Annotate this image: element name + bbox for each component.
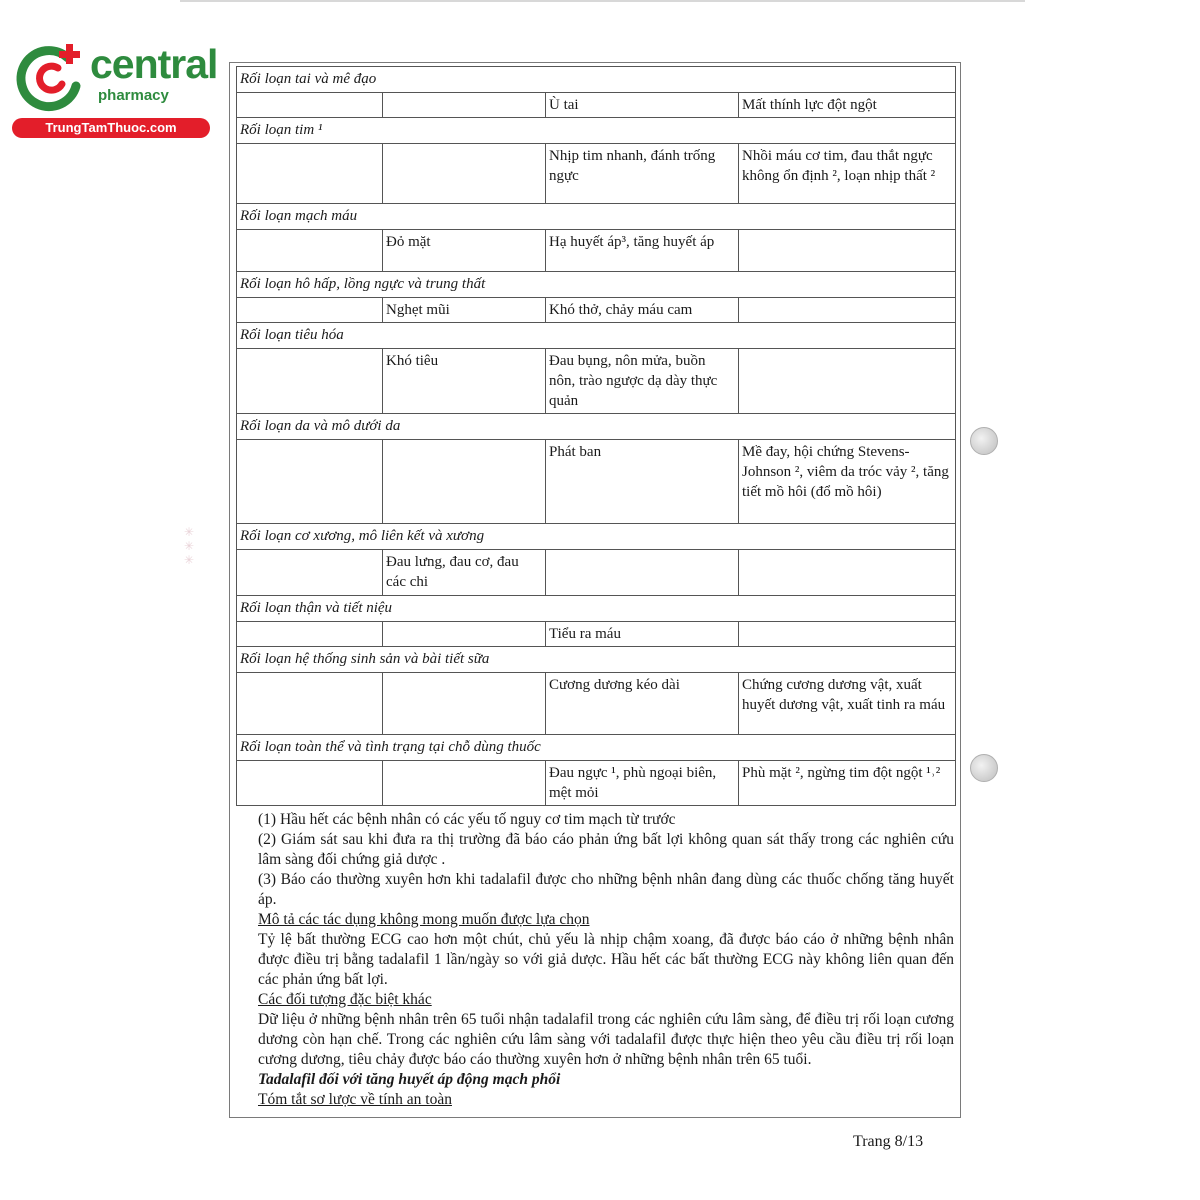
- category-label: Rối loạn tim ¹: [237, 118, 956, 144]
- adverse-effects-table: [236, 66, 956, 806]
- section-heading-special-populations: Các đối tượng đặc biệt khác: [258, 991, 432, 1008]
- category-label: Rối loạn mạch máu: [237, 204, 956, 230]
- table-row: [237, 550, 956, 596]
- table-row: [237, 349, 956, 414]
- category-label: Rối loạn da và mô dưới da: [237, 414, 956, 440]
- table-cell: Khó thở, chảy máu cam: [546, 298, 739, 323]
- table-cell: Đau ngực ¹, phù ngoại biên, mệt mỏi: [546, 761, 739, 806]
- table-cell: Hạ huyết áp³, tăng huyết áp: [546, 230, 739, 272]
- central-pharmacy-logo[interactable]: [10, 38, 218, 138]
- category-label: Rối loạn hô hấp, lồng ngực và trung thất: [237, 272, 956, 298]
- paragraph-ecg: Tỷ lệ bất thường ECG cao hơn một chút, chủ yếu là nhịp chậm xoang, đã được báo cáo ở những bệnh nhân được điều trị bằng tadalafil 1 lần/ngày so với giả dược. Hầu hết các bất thường ECG này không liên quan đến các phản ứng bất lợi.: [258, 931, 954, 988]
- table-cell: [383, 622, 546, 647]
- category-row: [237, 524, 956, 550]
- logo-subtitle: pharmacy: [98, 87, 169, 104]
- category-row: [237, 272, 956, 298]
- category-row: [237, 735, 956, 761]
- table-cell: [383, 144, 546, 204]
- category-row: [237, 414, 956, 440]
- category-row: [237, 647, 956, 673]
- binder-hole: [970, 754, 998, 782]
- table-cell: Tiểu ra máu: [546, 622, 739, 647]
- table-row: [237, 230, 956, 272]
- table-cell: [237, 144, 383, 204]
- table-cell: [237, 761, 383, 806]
- table-cell: Chứng cương dương vật, xuất huyết dương vật, xuất tinh ra máu: [739, 673, 956, 735]
- logo-url-badge[interactable]: TrungTamThuoc.com: [12, 118, 210, 138]
- table-cell: Khó tiêu: [383, 349, 546, 414]
- table-cell: [383, 93, 546, 118]
- table-cell: [383, 440, 546, 524]
- table-cell: Ù tai: [546, 93, 739, 118]
- category-row: [237, 323, 956, 349]
- category-row: [237, 596, 956, 622]
- table-cell: Mất thính lực đột ngột: [739, 93, 956, 118]
- page-number: Trang 8/13: [853, 1133, 924, 1150]
- faint-stamp-mark: ✳✳✳: [182, 525, 196, 567]
- table-cell: Phát ban: [546, 440, 739, 524]
- footnote-2: (2) Giám sát sau khi đưa ra thị trường đã báo cáo phản ứng bất lợi không quan sát thấy trong các nghiên cứu lâm sàng đối chứng giả dược .: [258, 831, 954, 868]
- table-cell: [739, 298, 956, 323]
- table-cell: Nhồi máu cơ tim, đau thắt ngực không ổn định ², loạn nhịp thất ²: [739, 144, 956, 204]
- table-cell: Đỏ mặt: [383, 230, 546, 272]
- table-cell: [383, 673, 546, 735]
- table-row: [237, 298, 956, 323]
- table-cell: [237, 550, 383, 596]
- section-heading-selected-effects: Mô tả các tác dụng không mong muốn được lựa chọn: [258, 911, 590, 928]
- category-row: [237, 118, 956, 144]
- table-cell: [237, 440, 383, 524]
- table-row: [237, 440, 956, 524]
- category-row: [237, 67, 956, 93]
- table-cell: [237, 349, 383, 414]
- notes-section: [258, 810, 954, 1110]
- paragraph-elderly: Dữ liệu ở những bệnh nhân trên 65 tuổi nhận tadalafil trong các nghiên cứu lâm sàng, để điều trị rối loạn cương dương còn hạn chế. Trong các nghiên cứu lâm sàng với tadalafil được thực hiện theo yêu cầu điều trị rối loạn cương dương, tiêu chảy được báo cáo thường xuyên hơn ở những bệnh nhân trên 65 tuổi.: [258, 1011, 954, 1068]
- footnote-1: (1) Hầu hết các bệnh nhân có các yếu tố nguy cơ tim mạch từ trước: [258, 811, 676, 828]
- table-cell: Đau bụng, nôn mửa, buồn nôn, trào ngược dạ dày thực quản: [546, 349, 739, 414]
- category-label: Rối loạn cơ xương, mô liên kết và xương: [237, 524, 956, 550]
- table-cell: [237, 230, 383, 272]
- table-row: [237, 622, 956, 647]
- table-cell: Phù mặt ², ngừng tim đột ngột ¹˒²: [739, 761, 956, 806]
- table-cell: [739, 550, 956, 596]
- footnote-3: (3) Báo cáo thường xuyên hơn khi tadalafil được cho những bệnh nhân đang dùng các thuốc chống tăng huyết áp.: [258, 871, 954, 908]
- table-cell: Mề đay, hội chứng Stevens-Johnson ², viêm da tróc vảy ², tăng tiết mồ hôi (đổ mồ hôi): [739, 440, 956, 524]
- table-cell: [546, 550, 739, 596]
- section-heading-pah: Tadalafil đối với tăng huyết áp động mạch phổi: [258, 1071, 561, 1088]
- table-cell: Nhịp tim nhanh, đánh trống ngực: [546, 144, 739, 204]
- table-row: [237, 144, 956, 204]
- page-top-edge: [180, 0, 1025, 2]
- category-label: Rối loạn hệ thống sinh sản và bài tiết sữa: [237, 647, 956, 673]
- category-label: Rối loạn tiêu hóa: [237, 323, 956, 349]
- pharmacy-cross-icon: [10, 38, 90, 118]
- table-cell: [237, 622, 383, 647]
- table-cell: [739, 622, 956, 647]
- table-row: [237, 93, 956, 118]
- table-cell: [237, 673, 383, 735]
- category-label: Rối loạn tai và mê đạo: [237, 67, 956, 93]
- category-label: Rối loạn toàn thể và tình trạng tại chỗ dùng thuốc: [237, 735, 956, 761]
- table-cell: [383, 761, 546, 806]
- table-row: [237, 761, 956, 806]
- table-cell: [739, 230, 956, 272]
- category-row: [237, 204, 956, 230]
- table-cell: Đau lưng, đau cơ, đau các chi: [383, 550, 546, 596]
- table-cell: [237, 93, 383, 118]
- category-label: Rối loạn thận và tiết niệu: [237, 596, 956, 622]
- table-row: [237, 673, 956, 735]
- table-cell: Cương dương kéo dài: [546, 673, 739, 735]
- table-cell: Nghẹt mũi: [383, 298, 546, 323]
- section-heading-safety-summary: Tóm tắt sơ lược về tính an toàn: [258, 1091, 452, 1108]
- binder-hole: [970, 427, 998, 455]
- table-cell: [739, 349, 956, 414]
- logo-brand-text: central: [90, 41, 218, 87]
- table-cell: [237, 298, 383, 323]
